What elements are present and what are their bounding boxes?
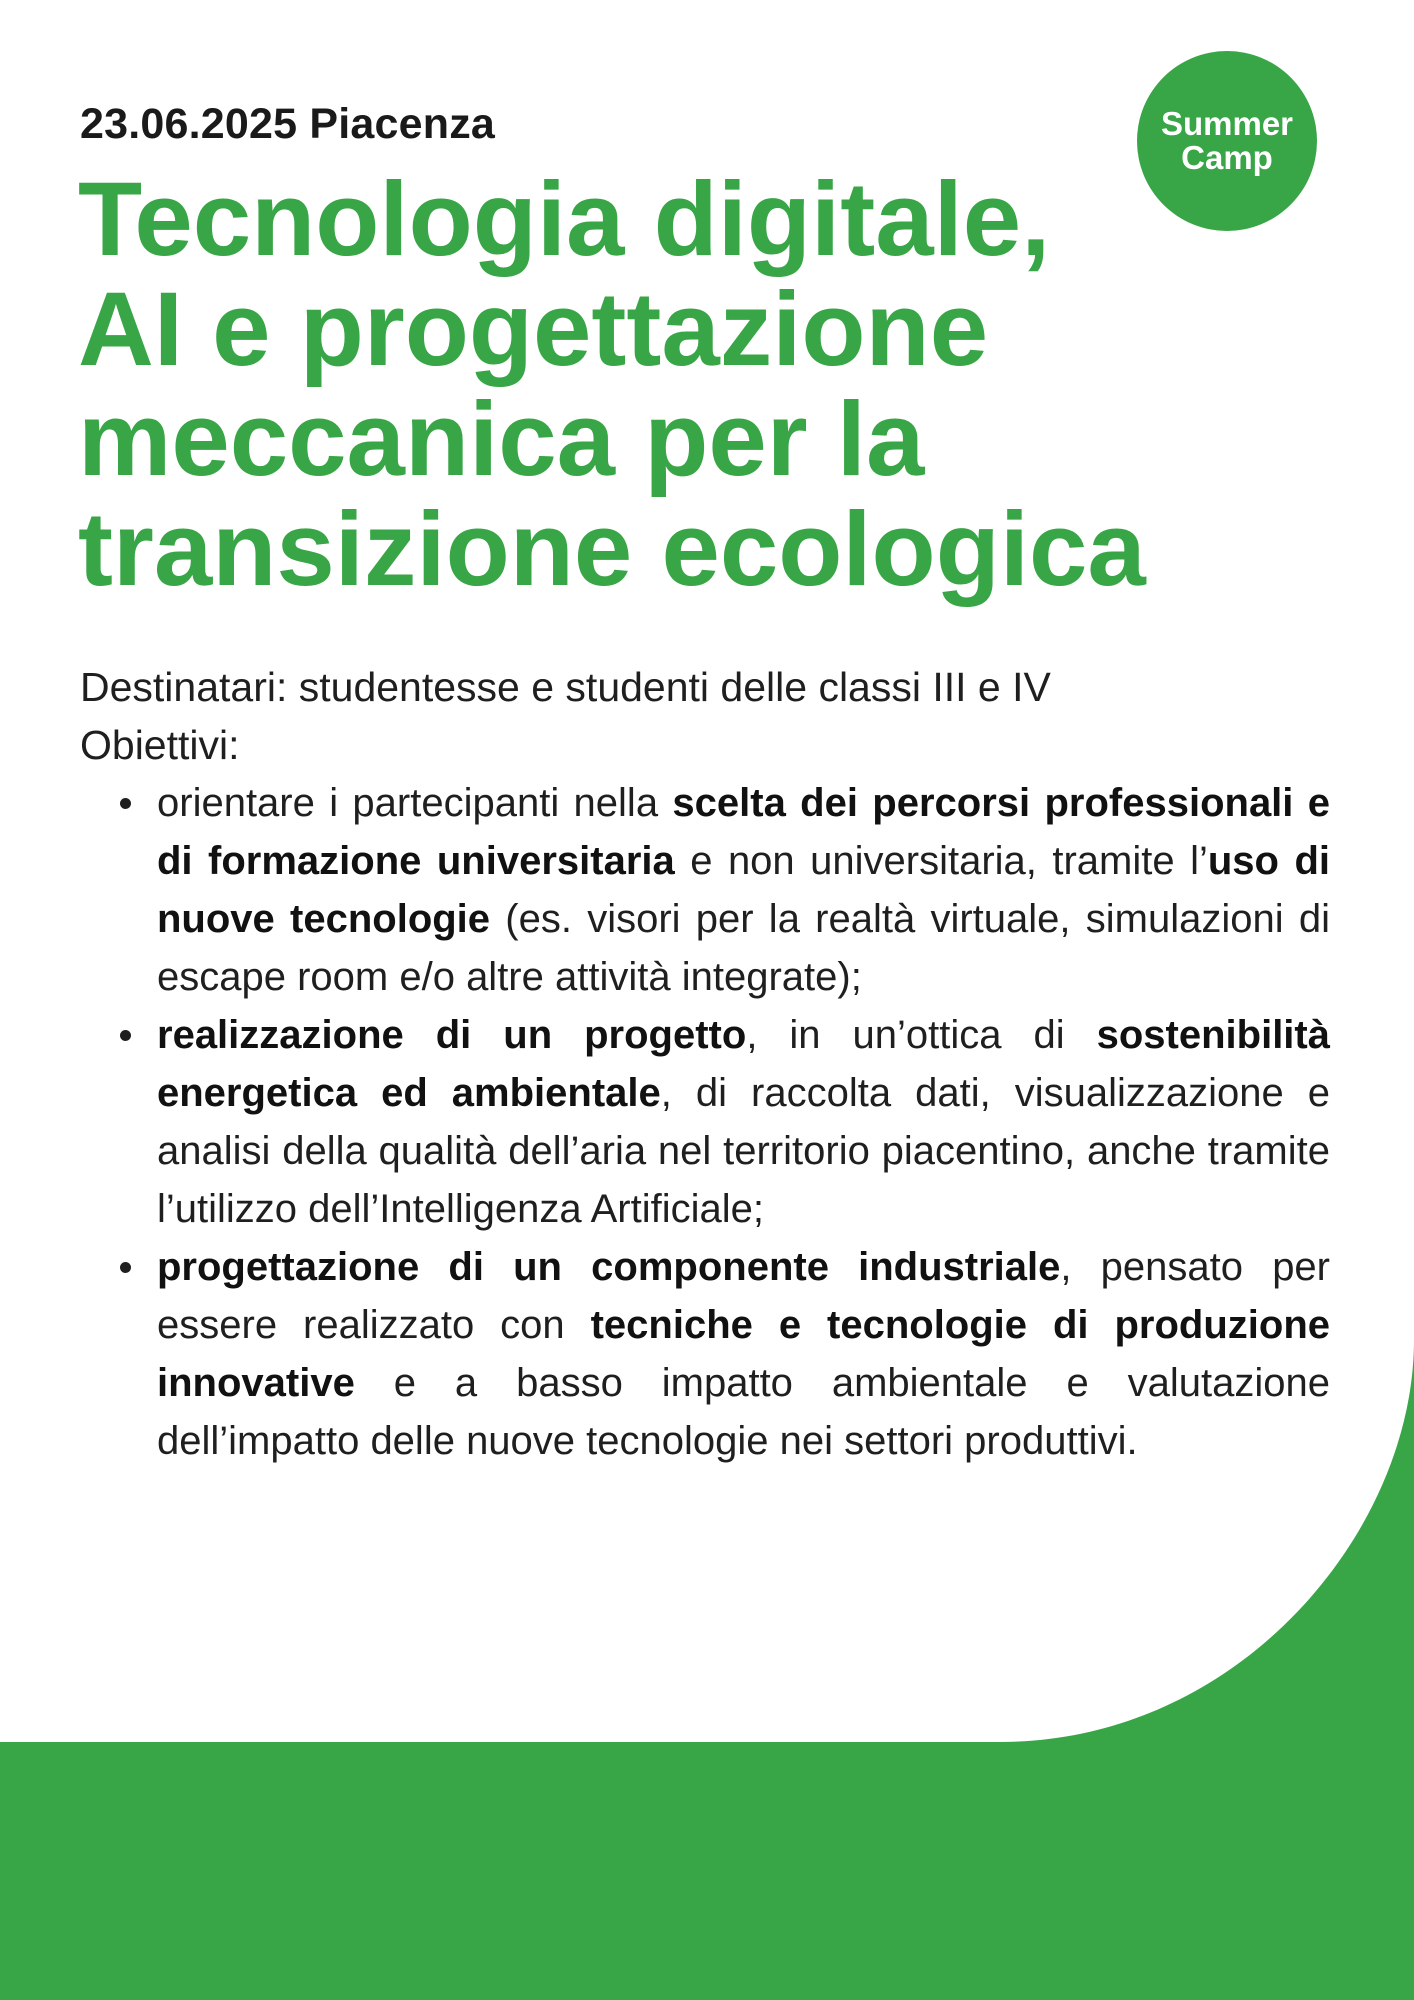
bullet-icon [120, 798, 131, 809]
list-item [80, 1006, 1330, 1238]
list-item [80, 1238, 1330, 1470]
intro-text [80, 658, 1330, 774]
badge-label: Summer Camp [1160, 105, 1294, 176]
date-location: 23.06.2025 Piacenza [80, 100, 496, 148]
list-item [80, 774, 1330, 1006]
objective-text: realizzazione di un progetto, in un’ottica di sostenibilità energetica ed ambientale, di raccolta dati, visualizzazione e analisi della qualità dell’aria nel territorio piacentino, anche tramite l’utilizzo dell’Intelligenza Artificiale; [157, 1013, 1330, 1231]
objectives-list [80, 774, 1330, 1470]
title-line: meccanica per la [78, 381, 925, 498]
bullet-icon [120, 1262, 131, 1273]
objective-text: progettazione di un componente industriale, pensato per essere realizzato con tecniche e tecnologie di produzione innovative e a basso impatto ambientale e valutazione dell’impatto delle nuove tecnologie nei settori produttivi. [157, 1245, 1331, 1463]
objectives-label: Obiettivi: [80, 722, 240, 768]
page-title [78, 161, 1278, 608]
audience-text: Destinatari: studentesse e studenti delle classi III e IV [80, 664, 1051, 710]
title-line: transizione ecologica [78, 491, 1146, 608]
objective-text: orientare i partecipanti nella scelta dei percorsi professionali e di formazione universitaria e non universitaria, tramite l’uso di nuove tecnologie (es. visori per la realtà virtuale, simulazioni di escape room e/o altre attività integrate); [157, 781, 1331, 999]
bullet-icon [120, 1030, 131, 1041]
title-line: AI e progettazione [78, 271, 989, 388]
title-line: Tecnologia digitale, [78, 161, 1051, 278]
